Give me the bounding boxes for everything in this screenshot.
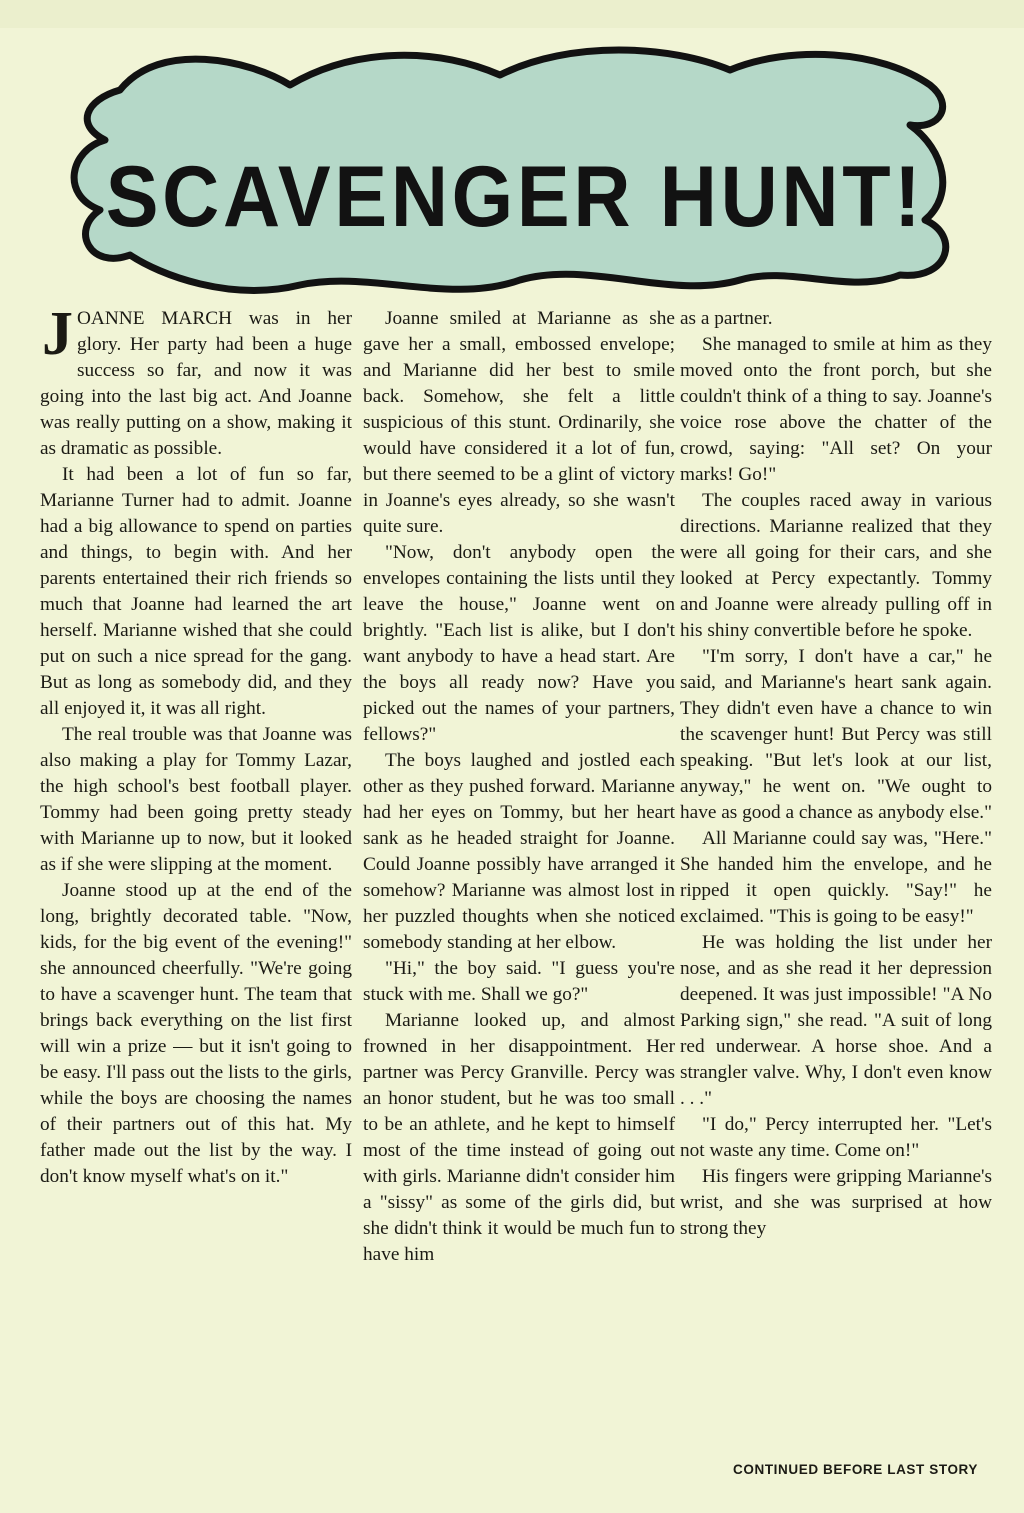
paragraph-continuation: as a partner. xyxy=(680,308,773,329)
paragraph: He was holding the list under her nose, and as she read it her depression deepened. It was just impossible! "A No Parking sign," she read. "A suit of long red underwear. A horse shoe. And a strangler valve. Why, I don't even know . . ." xyxy=(680,932,992,1109)
title-banner xyxy=(50,30,980,300)
paragraph: His fingers were gripping Marianne's wrist, and she was surprised at how strong they xyxy=(680,1166,992,1239)
paragraph: "Now, don't anybody open the envelopes containing the lists until they leave the house," Joanne went on brightly. "Each list is alike, but I don't want anybody to have a head start. Are the boys all ready now? Have you picked out the names of your partners, fellows?" xyxy=(363,542,675,745)
paragraph: Marianne looked up, and almost frowned in her disappointment. Her partner was Percy Granville. Percy was an honor student, but he was too small to be an athlete, and he kept to himself most of the time instead of going out with girls. Marianne didn't consider him a "sissy" as some of the girls did, but she didn't think it would be much fun to have him xyxy=(363,1010,675,1265)
paragraph: Joanne smiled at Marianne as she gave her a small, embossed envelope; and Marianne did her best to smile back. Somehow, she felt a little suspicious of this stunt. Ordinarily, she would have considered it a lot of fun, but there seemed to be a glint of victory in Joanne's eyes already, so she wasn't quite sure. xyxy=(363,308,675,537)
story-title: SCAVENGER HUNT! xyxy=(105,149,925,245)
text-column-2 xyxy=(363,306,675,1268)
text-column-1 xyxy=(40,300,352,1190)
paragraph: The couples raced away in various directions. Marianne realized that they were all going for their cars, and she looked at Percy expectantly. Tommy and Joanne were already pulling off in his shiny convertible before he spoke. xyxy=(680,490,992,641)
paragraph: Joanne stood up at the end of the long, brightly decorated table. "Now, kids, for the big event of the evening!" she announced cheerfully. "We're going to have a scavenger hunt. The team that brings back everything on the list first will win a prize — but it isn't going to be easy. I'll pass out the lists to the girls, while the boys are choosing the names of their partners out of this hat. My father made out the list by the way. I don't know myself what's on it." xyxy=(40,880,352,1187)
paragraph: The boys laughed and jostled each other as they pushed forward. Marianne had her eyes on Tommy, but her heart sank as he headed straight for Joanne. Could Joanne possibly have arranged it somehow? Marianne was almost lost in her puzzled thoughts when she noticed somebody standing at her elbow. xyxy=(363,750,675,953)
continued-note: CONTINUED BEFORE LAST STORY xyxy=(733,1462,978,1477)
paragraph: "I'm sorry, I don't have a car," he said, and Marianne's heart sank again. They didn't even have a chance to win the scavenger hunt! But Percy was still speaking. "But let's look at our list, anyway," he went on. "We ought to have as good a chance as anybody else." xyxy=(680,646,992,823)
paragraph: The real trouble was that Joanne was also making a play for Tommy Lazar, the high school's best football player. Tommy had been going pretty steady with Marianne up to now, but it looked as if she were slipping at the moment. xyxy=(40,724,352,875)
opening-paragraph xyxy=(40,300,352,462)
text-column-3 xyxy=(680,306,992,1242)
paragraph: It had been a lot of fun so far, Marianne Turner had to admit. Joanne had a big allowance to spend on parties and things, to begin with. And her parents entertained their rich friends so much that Joanne had learned the art herself. Marianne wished that she could put on such a nice spread for the gang. But as long as somebody did, and they all enjoyed it, it was all right. xyxy=(40,464,352,719)
paragraph: "I do," Percy interrupted her. "Let's not waste any time. Come on!" xyxy=(680,1114,992,1161)
top-border xyxy=(0,0,1024,28)
paragraph: She managed to smile at him as they moved onto the front porch, but she couldn't think of a thing to say. Joanne's voice rose above the chatter of the crowd, saying: "All set? On your marks! Go!" xyxy=(680,334,992,485)
paragraph: "Hi," the boy said. "I guess you're stuck with me. Shall we go?" xyxy=(363,958,675,1005)
paragraph: All Marianne could say was, "Here." She handed him the envelope, and he ripped it open quickly. "Say!" he exclaimed. "This is going to be easy!" xyxy=(680,828,992,927)
paragraph-text: OANNE MARCH was in her glory. Her party had been a huge success so far, and now it was going into the last big act. And Joanne was really putting on a show, making it as dramatic as possible. xyxy=(40,308,352,459)
drop-cap: J xyxy=(42,300,73,368)
